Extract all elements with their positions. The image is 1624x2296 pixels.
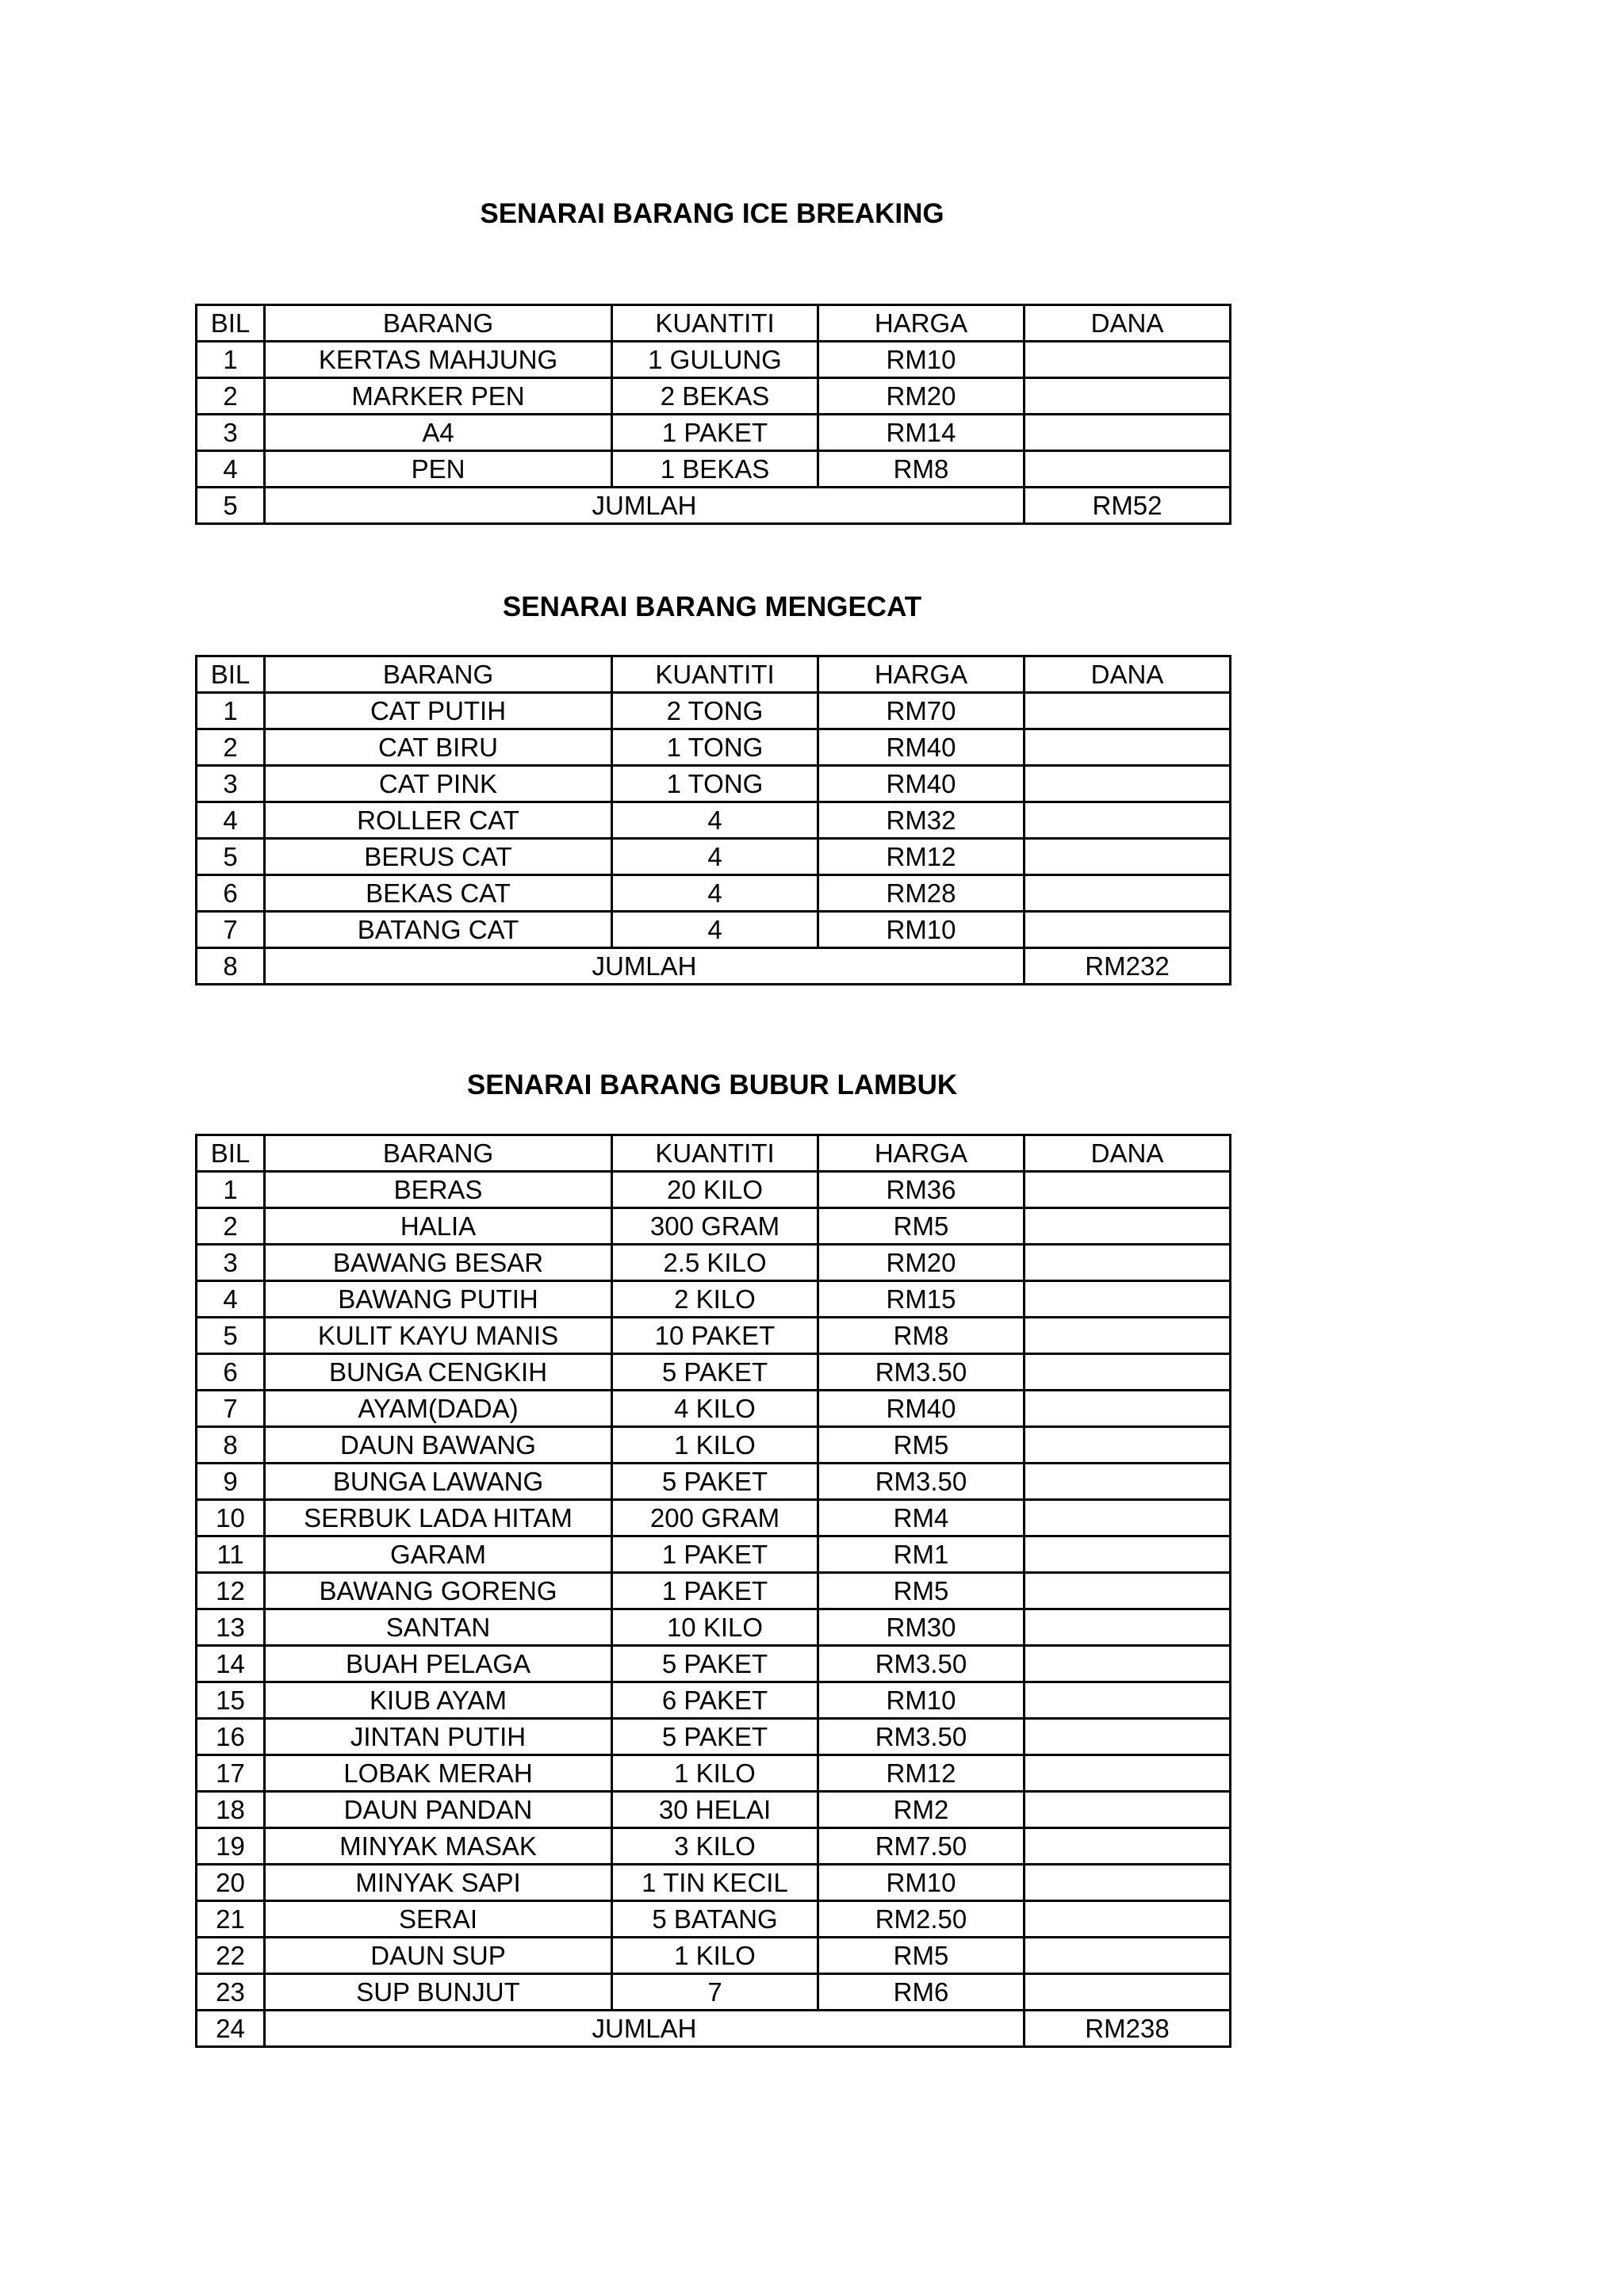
cell-kuantiti: 5 PAKET	[612, 1354, 818, 1391]
items-table	[195, 304, 1231, 525]
cell-harga: RM10	[818, 912, 1025, 948]
cell-kuantiti: 5 BATANG	[612, 1901, 818, 1938]
cell-bil: 8	[197, 948, 265, 985]
table-row	[197, 1391, 1231, 1427]
table-row	[197, 1536, 1231, 1573]
cell-harga: RM12	[818, 839, 1025, 875]
table-row	[197, 1646, 1231, 1682]
cell-harga: RM2	[818, 1792, 1025, 1828]
cell-kuantiti: 10 KILO	[612, 1609, 818, 1646]
cell-harga: RM32	[818, 802, 1025, 839]
cell-dana	[1025, 1682, 1231, 1719]
table-body	[197, 693, 1231, 985]
total-value: RM232	[1025, 948, 1231, 985]
cell-kuantiti: 4	[612, 802, 818, 839]
cell-barang: CAT PUTIH	[265, 693, 612, 729]
cell-dana	[1025, 1609, 1231, 1646]
cell-dana	[1025, 1391, 1231, 1427]
table-row	[197, 1464, 1231, 1500]
cell-bil: 6	[197, 875, 265, 912]
header-bil: BIL	[197, 305, 265, 342]
cell-kuantiti: 1 TIN KECIL	[612, 1865, 818, 1901]
section-title: SENARAI BARANG BUBUR LAMBUK	[466, 1070, 958, 1100]
table-row	[197, 729, 1231, 766]
cell-dana	[1025, 693, 1231, 729]
cell-harga: RM6	[818, 1974, 1025, 2011]
header-bil: BIL	[197, 656, 265, 693]
table-row	[197, 1974, 1231, 2011]
cell-kuantiti: 6 PAKET	[612, 1682, 818, 1719]
table-row	[197, 1901, 1231, 1938]
cell-barang: SERAI	[265, 1901, 612, 1938]
cell-bil: 11	[197, 1536, 265, 1573]
cell-harga: RM10	[818, 1865, 1025, 1901]
cell-dana	[1025, 802, 1231, 839]
cell-kuantiti: 1 PAKET	[612, 1573, 818, 1609]
cell-bil: 6	[197, 1354, 265, 1391]
cell-dana	[1025, 912, 1231, 948]
cell-barang: CAT BIRU	[265, 729, 612, 766]
cell-kuantiti: 1 KILO	[612, 1755, 818, 1792]
cell-bil: 5	[197, 1318, 265, 1354]
cell-harga: RM12	[818, 1755, 1025, 1792]
cell-harga: RM20	[818, 378, 1025, 415]
cell-kuantiti: 1 PAKET	[612, 1536, 818, 1573]
cell-bil: 3	[197, 1245, 265, 1281]
cell-bil: 2	[197, 378, 265, 415]
cell-dana	[1025, 1646, 1231, 1682]
cell-harga: RM30	[818, 1609, 1025, 1646]
header-barang: BARANG	[265, 305, 612, 342]
cell-dana	[1025, 1792, 1231, 1828]
cell-harga: RM36	[818, 1172, 1025, 1208]
total-value: RM52	[1025, 488, 1231, 524]
cell-dana	[1025, 1245, 1231, 1281]
cell-kuantiti: 1 BEKAS	[612, 451, 818, 488]
cell-dana	[1025, 1536, 1231, 1573]
cell-bil: 17	[197, 1755, 265, 1792]
cell-kuantiti: 2 KILO	[612, 1281, 818, 1318]
table-row	[197, 1500, 1231, 1536]
cell-harga: RM5	[818, 1573, 1025, 1609]
cell-barang: BEKAS CAT	[265, 875, 612, 912]
cell-dana	[1025, 729, 1231, 766]
cell-harga: RM40	[818, 729, 1025, 766]
cell-kuantiti: 3 KILO	[612, 1828, 818, 1865]
table-row	[197, 1938, 1231, 1974]
total-label: JUMLAH	[265, 948, 1025, 985]
cell-bil: 16	[197, 1719, 265, 1755]
table-row	[197, 875, 1231, 912]
header-harga: HARGA	[818, 1135, 1025, 1172]
cell-kuantiti: 300 GRAM	[612, 1208, 818, 1245]
cell-barang: A4	[265, 415, 612, 451]
table-row	[197, 342, 1231, 378]
cell-dana	[1025, 1901, 1231, 1938]
cell-bil: 23	[197, 1974, 265, 2011]
table-row	[197, 415, 1231, 451]
table-row	[197, 1208, 1231, 1245]
table-row	[197, 378, 1231, 415]
cell-kuantiti: 5 PAKET	[612, 1719, 818, 1755]
cell-kuantiti: 1 TONG	[612, 729, 818, 766]
cell-barang: BUNGA LAWANG	[265, 1464, 612, 1500]
cell-barang: BERUS CAT	[265, 839, 612, 875]
items-table	[195, 1134, 1231, 2048]
cell-bil: 19	[197, 1828, 265, 1865]
cell-barang: MINYAK MASAK	[265, 1828, 612, 1865]
cell-dana	[1025, 342, 1231, 378]
cell-harga: RM4	[818, 1500, 1025, 1536]
cell-bil: 7	[197, 1391, 265, 1427]
section-title: SENARAI BARANG MENGECAT	[502, 591, 922, 622]
cell-bil: 2	[197, 729, 265, 766]
table-row	[197, 1865, 1231, 1901]
cell-harga: RM5	[818, 1427, 1025, 1464]
cell-dana	[1025, 1500, 1231, 1536]
cell-bil: 22	[197, 1938, 265, 1974]
cell-harga: RM3.50	[818, 1464, 1025, 1500]
cell-bil: 7	[197, 912, 265, 948]
cell-kuantiti: 10 PAKET	[612, 1318, 818, 1354]
cell-bil: 14	[197, 1646, 265, 1682]
header-barang: BARANG	[265, 1135, 612, 1172]
cell-dana	[1025, 1208, 1231, 1245]
cell-barang: MARKER PEN	[265, 378, 612, 415]
cell-kuantiti: 5 PAKET	[612, 1646, 818, 1682]
total-row	[197, 948, 1231, 985]
cell-dana	[1025, 766, 1231, 802]
cell-dana	[1025, 1281, 1231, 1318]
table-header-row	[197, 1135, 1231, 1172]
cell-harga: RM8	[818, 1318, 1025, 1354]
cell-dana	[1025, 1354, 1231, 1391]
cell-barang: DAUN BAWANG	[265, 1427, 612, 1464]
cell-harga: RM10	[818, 1682, 1025, 1719]
cell-barang: BAWANG GORENG	[265, 1573, 612, 1609]
cell-bil: 5	[197, 488, 265, 524]
table-row	[197, 839, 1231, 875]
cell-barang: HALIA	[265, 1208, 612, 1245]
cell-bil: 4	[197, 451, 265, 488]
cell-dana	[1025, 415, 1231, 451]
cell-harga: RM3.50	[818, 1354, 1025, 1391]
cell-kuantiti: 200 GRAM	[612, 1500, 818, 1536]
cell-bil: 4	[197, 802, 265, 839]
table-body	[197, 1172, 1231, 2047]
cell-harga: RM70	[818, 693, 1025, 729]
cell-barang: MINYAK SAPI	[265, 1865, 612, 1901]
cell-kuantiti: 1 PAKET	[612, 415, 818, 451]
cell-harga: RM10	[818, 342, 1025, 378]
cell-bil: 8	[197, 1427, 265, 1464]
cell-barang: SUP BUNJUT	[265, 1974, 612, 2011]
table-body	[197, 342, 1231, 524]
table-row	[197, 1172, 1231, 1208]
cell-dana	[1025, 378, 1231, 415]
cell-barang: JINTAN PUTIH	[265, 1719, 612, 1755]
cell-bil: 10	[197, 1500, 265, 1536]
header-kuantiti: KUANTITI	[612, 1135, 818, 1172]
cell-bil: 1	[197, 1172, 265, 1208]
cell-barang: SANTAN	[265, 1609, 612, 1646]
table-row	[197, 912, 1231, 948]
cell-dana	[1025, 451, 1231, 488]
header-kuantiti: KUANTITI	[612, 305, 818, 342]
table-row	[197, 1281, 1231, 1318]
cell-dana	[1025, 839, 1231, 875]
cell-harga: RM3.50	[818, 1646, 1025, 1682]
cell-barang: BAWANG BESAR	[265, 1245, 612, 1281]
table-header-row	[197, 656, 1231, 693]
cell-bil: 4	[197, 1281, 265, 1318]
cell-harga: RM8	[818, 451, 1025, 488]
cell-harga: RM5	[818, 1208, 1025, 1245]
cell-harga: RM28	[818, 875, 1025, 912]
cell-barang: PEN	[265, 451, 612, 488]
cell-harga: RM40	[818, 1391, 1025, 1427]
cell-kuantiti: 20 KILO	[612, 1172, 818, 1208]
cell-barang: AYAM(DADA)	[265, 1391, 612, 1427]
cell-barang: DAUN PANDAN	[265, 1792, 612, 1828]
cell-bil: 20	[197, 1865, 265, 1901]
cell-bil: 21	[197, 1901, 265, 1938]
cell-dana	[1025, 1865, 1231, 1901]
total-row	[197, 488, 1231, 524]
cell-bil: 1	[197, 342, 265, 378]
table-row	[197, 1609, 1231, 1646]
table-header-row	[197, 305, 1231, 342]
header-dana: DANA	[1025, 656, 1231, 693]
cell-kuantiti: 1 KILO	[612, 1938, 818, 1974]
table-row	[197, 693, 1231, 729]
header-barang: BARANG	[265, 656, 612, 693]
total-value: RM238	[1025, 2011, 1231, 2047]
table-row	[197, 766, 1231, 802]
cell-harga: RM7.50	[818, 1828, 1025, 1865]
cell-kuantiti: 30 HELAI	[612, 1792, 818, 1828]
header-harga: HARGA	[818, 656, 1025, 693]
cell-barang: BAWANG PUTIH	[265, 1281, 612, 1318]
cell-kuantiti: 2 TONG	[612, 693, 818, 729]
table-row	[197, 1719, 1231, 1755]
cell-bil: 24	[197, 2011, 265, 2047]
cell-kuantiti: 4	[612, 875, 818, 912]
table-row	[197, 1792, 1231, 1828]
cell-kuantiti: 4	[612, 839, 818, 875]
cell-harga: RM20	[818, 1245, 1025, 1281]
cell-barang: LOBAK MERAH	[265, 1755, 612, 1792]
cell-barang: KERTAS MAHJUNG	[265, 342, 612, 378]
cell-barang: CAT PINK	[265, 766, 612, 802]
cell-harga: RM3.50	[818, 1719, 1025, 1755]
cell-dana	[1025, 875, 1231, 912]
cell-kuantiti: 7	[612, 1974, 818, 2011]
section-title: SENARAI BARANG ICE BREAKING	[480, 198, 944, 229]
cell-harga: RM15	[818, 1281, 1025, 1318]
cell-harga: RM5	[818, 1938, 1025, 1974]
cell-bil: 13	[197, 1609, 265, 1646]
cell-dana	[1025, 1318, 1231, 1354]
cell-bil: 3	[197, 766, 265, 802]
table-row	[197, 1318, 1231, 1354]
cell-barang: GARAM	[265, 1536, 612, 1573]
cell-barang: BERAS	[265, 1172, 612, 1208]
cell-kuantiti: 2.5 KILO	[612, 1245, 818, 1281]
cell-bil: 5	[197, 839, 265, 875]
total-label: JUMLAH	[265, 2011, 1025, 2047]
cell-barang: DAUN SUP	[265, 1938, 612, 1974]
cell-barang: SERBUK LADA HITAM	[265, 1500, 612, 1536]
cell-harga: RM1	[818, 1536, 1025, 1573]
cell-dana	[1025, 1464, 1231, 1500]
items-table	[195, 655, 1231, 985]
cell-barang: KULIT KAYU MANIS	[265, 1318, 612, 1354]
table-row	[197, 1828, 1231, 1865]
cell-bil: 15	[197, 1682, 265, 1719]
cell-dana	[1025, 1427, 1231, 1464]
cell-kuantiti: 1 GULUNG	[612, 342, 818, 378]
cell-kuantiti: 2 BEKAS	[612, 378, 818, 415]
header-kuantiti: KUANTITI	[612, 656, 818, 693]
cell-bil: 9	[197, 1464, 265, 1500]
table-row	[197, 1245, 1231, 1281]
cell-bil: 12	[197, 1573, 265, 1609]
table-row	[197, 1573, 1231, 1609]
cell-kuantiti: 1 KILO	[612, 1427, 818, 1464]
cell-dana	[1025, 1172, 1231, 1208]
cell-bil: 18	[197, 1792, 265, 1828]
cell-barang: ROLLER CAT	[265, 802, 612, 839]
header-bil: BIL	[197, 1135, 265, 1172]
cell-dana	[1025, 1828, 1231, 1865]
cell-barang: KIUB AYAM	[265, 1682, 612, 1719]
cell-dana	[1025, 1974, 1231, 2011]
table-row	[197, 1682, 1231, 1719]
cell-dana	[1025, 1719, 1231, 1755]
cell-dana	[1025, 1755, 1231, 1792]
table-row	[197, 1427, 1231, 1464]
cell-barang: BUNGA CENGKIH	[265, 1354, 612, 1391]
cell-barang: BUAH PELAGA	[265, 1646, 612, 1682]
cell-harga: RM2.50	[818, 1901, 1025, 1938]
header-dana: DANA	[1025, 305, 1231, 342]
cell-kuantiti: 4	[612, 912, 818, 948]
total-label: JUMLAH	[265, 488, 1025, 524]
table-row	[197, 1354, 1231, 1391]
cell-bil: 2	[197, 1208, 265, 1245]
cell-kuantiti: 4 KILO	[612, 1391, 818, 1427]
cell-bil: 1	[197, 693, 265, 729]
header-dana: DANA	[1025, 1135, 1231, 1172]
cell-bil: 3	[197, 415, 265, 451]
cell-harga: RM40	[818, 766, 1025, 802]
cell-dana	[1025, 1573, 1231, 1609]
cell-harga: RM14	[818, 415, 1025, 451]
table-row	[197, 802, 1231, 839]
header-harga: HARGA	[818, 305, 1025, 342]
cell-kuantiti: 5 PAKET	[612, 1464, 818, 1500]
cell-dana	[1025, 1938, 1231, 1974]
cell-kuantiti: 1 TONG	[612, 766, 818, 802]
table-row	[197, 1755, 1231, 1792]
total-row	[197, 2011, 1231, 2047]
table-row	[197, 451, 1231, 488]
cell-barang: BATANG CAT	[265, 912, 612, 948]
